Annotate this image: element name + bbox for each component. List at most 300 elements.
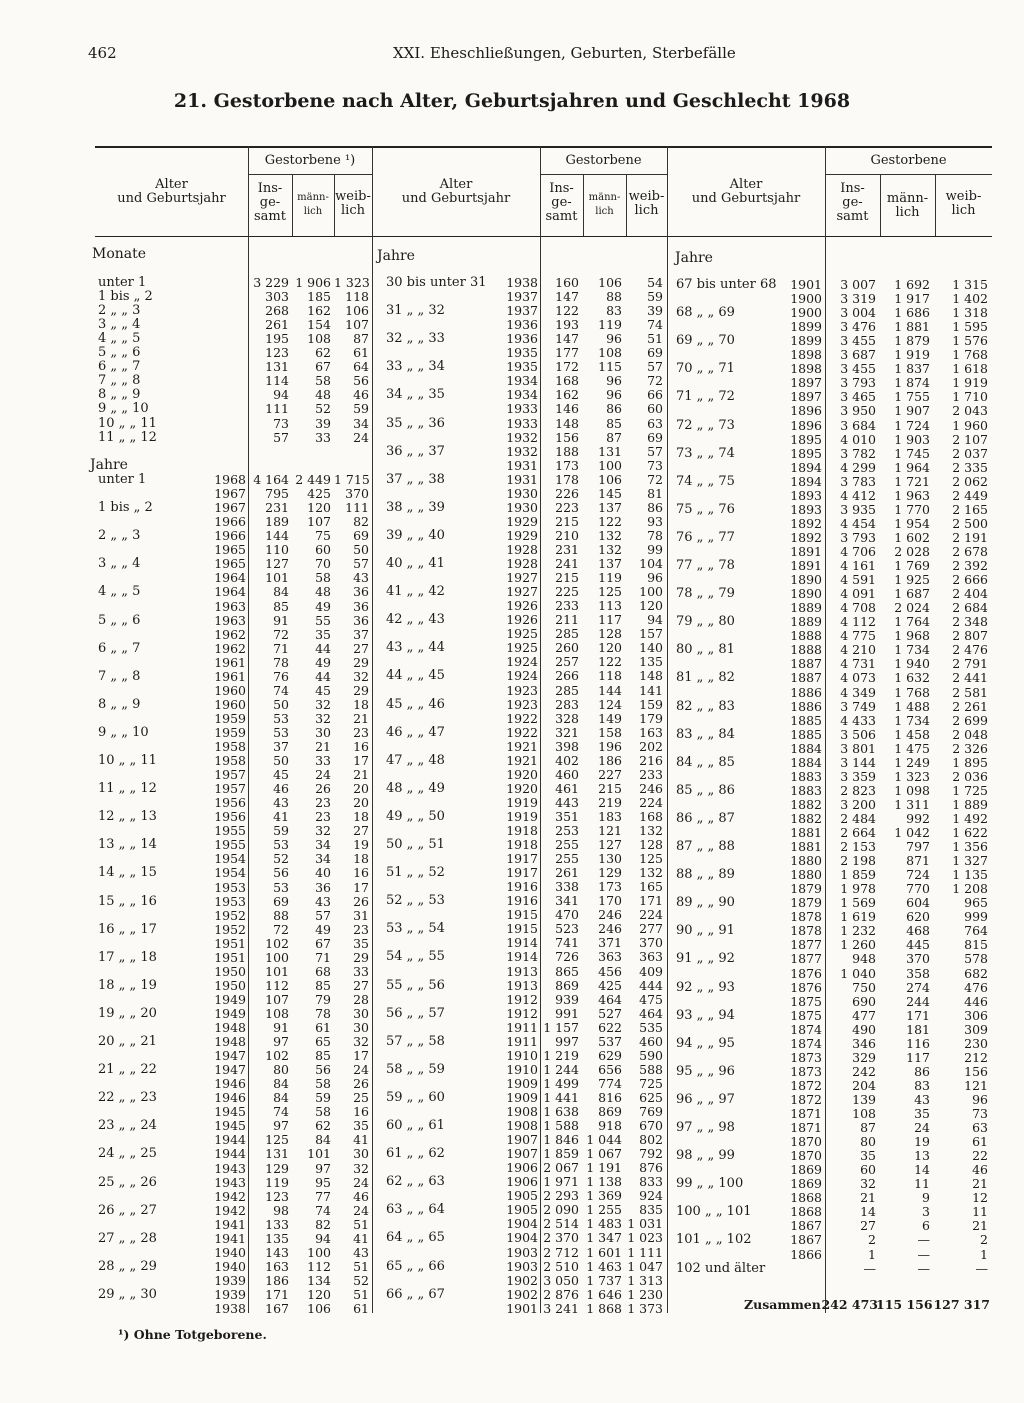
value-maennlich: 6 — [922, 1218, 930, 1234]
value-weiblich: 25 — [353, 1090, 369, 1106]
value-weiblich: 61 — [353, 1301, 369, 1316]
value-maennlich: 119 — [598, 570, 622, 585]
value-maennlich: 1 734 — [894, 642, 930, 658]
birth-year: 1891 — [790, 544, 822, 559]
value-insgesamt: 253 — [555, 823, 579, 838]
value-insgesamt: 4 706 — [840, 544, 876, 559]
value-maennlich: 122 — [598, 513, 622, 529]
value-weiblich: 171 — [639, 893, 663, 909]
value-insgesamt: 3 506 — [840, 726, 876, 742]
value-insgesamt: 1 — [868, 1246, 876, 1262]
value-weiblich: 27 — [353, 823, 369, 839]
birth-year: 1956 — [214, 809, 246, 825]
value-weiblich: 1 208 — [952, 881, 988, 897]
birth-year: 1872 — [790, 1077, 822, 1093]
value-insgesamt: 101 — [265, 570, 289, 586]
header-insgesamt: Ins- — [257, 181, 283, 196]
value-insgesamt: 1 157 — [543, 1019, 579, 1035]
value-insgesamt: 283 — [555, 696, 579, 712]
value-weiblich: 73 — [647, 457, 663, 473]
value-weiblich: 35 — [353, 1118, 369, 1134]
row-label: 50 „ „ 51 — [386, 837, 445, 852]
birth-year: 1921 — [506, 752, 538, 768]
value-insgesamt: 45 — [273, 767, 289, 782]
birth-year: 1915 — [506, 921, 538, 937]
value-weiblich: 2 807 — [952, 628, 988, 644]
value-weiblich: 37 — [353, 626, 369, 642]
birth-year: 1907 — [506, 1146, 538, 1162]
value-weiblich: 54 — [647, 275, 663, 290]
birth-year: 1901 — [506, 1300, 538, 1316]
value-maennlich: 44 — [315, 668, 331, 684]
value-maennlich: 724 — [906, 867, 930, 883]
birth-year: 1883 — [790, 768, 822, 784]
value-maennlich: 1 837 — [894, 361, 930, 377]
birth-year: 1914 — [506, 935, 538, 951]
value-maennlich: 116 — [906, 1035, 930, 1051]
birth-year: 1900 — [790, 305, 822, 321]
row-label: 98 „ „ 99 — [676, 1148, 735, 1164]
value-weiblich: 2 500 — [952, 515, 988, 531]
value-insgesamt: 32 — [860, 1176, 876, 1192]
value-insgesamt: 69 — [273, 893, 289, 909]
row-label: 53 „ „ 54 — [386, 921, 445, 937]
row-label: 42 „ „ 43 — [386, 612, 445, 628]
value-weiblich: 125 — [639, 851, 663, 867]
header-subrule — [540, 174, 667, 175]
value-weiblich: 21 — [972, 1176, 988, 1192]
birth-year: 1923 — [506, 696, 538, 712]
value-weiblich: 764 — [964, 923, 988, 939]
birth-year: 1930 — [506, 499, 538, 515]
value-maennlich: 119 — [598, 317, 622, 333]
header-divider — [334, 174, 335, 236]
birth-year: 1887 — [790, 656, 822, 672]
value-maennlich: 74 — [315, 1202, 331, 1218]
birth-year: 1947 — [214, 1048, 246, 1064]
value-maennlich: 58 — [315, 1076, 331, 1092]
value-weiblich: 51 — [647, 331, 663, 347]
value-insgesamt: 3 319 — [840, 291, 876, 307]
value-maennlich: 162 — [307, 303, 331, 319]
birth-year: 1910 — [506, 1061, 538, 1077]
value-weiblich: 444 — [639, 977, 663, 993]
birth-year: 1924 — [506, 668, 538, 684]
value-insgesamt: 188 — [555, 443, 579, 459]
row-label: 18 „ „ 19 — [98, 977, 157, 993]
birth-year: 1900 — [790, 291, 822, 307]
value-maennlich: 1 255 — [586, 1202, 622, 1218]
value-insgesamt: 53 — [273, 837, 289, 853]
row-label: 71 „ „ 72 — [676, 389, 735, 405]
value-maennlich: 36 — [315, 879, 331, 895]
value-weiblich: 1 595 — [952, 319, 988, 335]
row-label: 58 „ „ 59 — [386, 1061, 445, 1077]
row-label: 80 „ „ 81 — [676, 642, 735, 658]
row-label: 30 bis unter 31 — [386, 275, 487, 290]
value-weiblich: 43 — [353, 1244, 369, 1260]
value-insgesamt: 226 — [555, 485, 579, 501]
value-insgesamt: 1 846 — [543, 1132, 579, 1148]
birth-year: 1917 — [506, 865, 538, 881]
birth-year: 1920 — [506, 780, 538, 796]
birth-year: 1951 — [214, 949, 246, 965]
row-label: 14 „ „ 15 — [98, 865, 157, 881]
value-insgesamt: 266 — [555, 668, 579, 684]
value-maennlich: 43 — [315, 893, 331, 909]
total-label: Zusammen — [744, 1297, 821, 1312]
value-weiblich: 202 — [639, 738, 663, 754]
birth-year: 1897 — [790, 375, 822, 391]
birth-year: 1958 — [214, 753, 246, 768]
value-insgesamt: 3 801 — [840, 740, 876, 756]
value-weiblich: — — [975, 1260, 988, 1276]
value-maennlich: 1 724 — [894, 417, 930, 433]
value-maennlich: 1 734 — [894, 712, 930, 728]
birth-year: 1884 — [790, 754, 822, 770]
value-maennlich: 1 755 — [894, 389, 930, 405]
value-insgesamt: 4 091 — [840, 586, 876, 602]
value-maennlich: 24 — [315, 767, 331, 782]
value-maennlich: 816 — [598, 1089, 622, 1105]
value-insgesamt: 107 — [265, 991, 289, 1007]
row-label: 49 „ „ 50 — [386, 808, 445, 824]
value-insgesamt: 46 — [273, 781, 289, 797]
birth-year: 1896 — [790, 403, 822, 419]
value-insgesamt: 131 — [265, 1146, 289, 1162]
value-insgesamt: 3 241 — [543, 1300, 579, 1316]
value-weiblich: 33 — [353, 963, 369, 979]
value-insgesamt: 948 — [852, 951, 876, 967]
value-weiblich: 163 — [639, 724, 663, 740]
value-weiblich: 1 715 — [334, 472, 370, 487]
value-maennlich: 1 737 — [586, 1272, 622, 1288]
value-insgesamt: 74 — [273, 1104, 289, 1120]
value-maennlich: 39 — [315, 415, 331, 431]
birth-year: 1886 — [790, 698, 822, 714]
value-weiblich: 460 — [639, 1033, 663, 1049]
value-weiblich: 140 — [639, 640, 663, 656]
section-label-jahre: Jahre — [90, 457, 128, 473]
value-weiblich: 111 — [345, 500, 369, 516]
value-maennlich: 96 — [606, 387, 622, 403]
birth-year: 1930 — [506, 485, 538, 501]
value-weiblich: 107 — [345, 317, 369, 333]
row-label: 3 „ „ 4 — [98, 317, 141, 333]
value-insgesamt: 125 — [265, 1132, 289, 1148]
row-label: 60 „ „ 61 — [386, 1118, 445, 1133]
row-label: 51 „ „ 52 — [386, 865, 445, 881]
value-weiblich: 51 — [353, 1216, 369, 1232]
birth-year: 1874 — [790, 1021, 822, 1037]
birth-year: 1874 — [790, 1035, 822, 1051]
value-insgesamt: 341 — [555, 893, 579, 909]
birth-year: 1896 — [790, 417, 822, 433]
row-label: 46 „ „ 47 — [386, 724, 445, 740]
birth-year: 1885 — [790, 726, 822, 742]
value-maennlich: 1 369 — [586, 1188, 622, 1204]
value-weiblich: 1 618 — [952, 361, 988, 377]
birth-year: 1906 — [506, 1174, 538, 1190]
birth-year: 1894 — [790, 473, 822, 489]
row-label: 16 „ „ 17 — [98, 921, 157, 937]
value-weiblich: 60 — [647, 401, 663, 417]
value-maennlich: 656 — [598, 1061, 622, 1077]
row-label: 10 „ „ 11 — [98, 415, 157, 431]
value-weiblich: 2 581 — [952, 684, 988, 700]
value-weiblich: 999 — [964, 909, 988, 925]
value-insgesamt: 1 040 — [840, 965, 876, 981]
value-maennlich: 1 249 — [894, 754, 930, 770]
value-weiblich: 69 — [647, 345, 663, 361]
value-insgesamt: 193 — [555, 317, 579, 333]
row-label: 12 „ „ 13 — [98, 809, 157, 825]
value-weiblich: 725 — [639, 1075, 663, 1091]
birth-year: 1888 — [790, 628, 822, 644]
row-label: 11 „ „ 12 — [98, 781, 157, 797]
value-insgesamt: 2 370 — [543, 1230, 579, 1246]
value-insgesamt: 186 — [265, 1272, 289, 1288]
value-maennlich: 52 — [315, 401, 331, 417]
value-maennlich: 85 — [315, 977, 331, 993]
value-weiblich: 24 — [353, 1202, 369, 1218]
value-maennlich: 101 — [307, 1146, 331, 1162]
value-maennlich: 112 — [307, 1258, 331, 1274]
value-maennlich: 48 — [315, 387, 331, 403]
birth-year: 1937 — [506, 289, 538, 305]
value-insgesamt: 1 219 — [543, 1047, 579, 1063]
value-weiblich: 476 — [964, 979, 988, 995]
value-weiblich: 61 — [972, 1134, 988, 1150]
value-weiblich: 1 710 — [952, 389, 988, 405]
header-insgesamt: samt — [836, 209, 869, 224]
value-insgesamt: 3 684 — [840, 417, 876, 433]
value-maennlich: 1 632 — [894, 670, 930, 686]
value-insgesamt: 177 — [555, 345, 579, 361]
header-insgesamt: ge- — [259, 195, 281, 210]
birth-year: 1877 — [790, 951, 822, 967]
birth-year: 1875 — [790, 993, 822, 1009]
value-weiblich: 21 — [353, 710, 369, 726]
value-insgesamt: 4 299 — [840, 459, 876, 475]
value-maennlich: 115 — [598, 359, 622, 375]
value-insgesamt: 108 — [265, 1005, 289, 1021]
row-label: 7 „ „ 8 — [98, 373, 141, 389]
value-insgesamt: 3 455 — [840, 361, 876, 377]
value-weiblich: 23 — [353, 724, 369, 740]
value-insgesamt: 56 — [273, 865, 289, 881]
value-insgesamt: 171 — [265, 1286, 289, 1302]
header-maennlich: lich — [303, 206, 323, 217]
header-weiblich: lich — [634, 203, 659, 218]
value-maennlich: — — [917, 1246, 930, 1262]
value-weiblich: 965 — [964, 895, 988, 911]
value-maennlich: 35 — [315, 626, 331, 642]
value-insgesamt: 690 — [852, 993, 876, 1009]
value-weiblich: 1 323 — [334, 275, 370, 290]
value-weiblich: 27 — [353, 640, 369, 656]
value-maennlich: 1 769 — [894, 558, 930, 573]
birth-year: 1870 — [790, 1134, 822, 1150]
value-maennlich: 32 — [315, 710, 331, 726]
value-insgesamt: 162 — [555, 387, 579, 403]
header-insgesamt: ge- — [551, 195, 572, 210]
row-label: 75 „ „ 76 — [676, 501, 735, 517]
value-maennlich: 219 — [598, 794, 622, 810]
value-weiblich: 51 — [353, 1258, 369, 1274]
birth-year: 1950 — [214, 963, 246, 979]
value-insgesamt: 71 — [273, 640, 289, 656]
value-insgesamt: 50 — [273, 753, 289, 768]
value-weiblich: 2 165 — [952, 501, 988, 517]
value-maennlich: 1 458 — [894, 726, 930, 742]
value-insgesamt: 303 — [265, 289, 289, 305]
value-weiblich: 2 043 — [952, 403, 988, 419]
row-label: 73 „ „ 74 — [676, 445, 735, 461]
value-maennlich: 1 483 — [586, 1216, 622, 1232]
value-insgesamt: 147 — [555, 331, 579, 347]
value-maennlich: 274 — [906, 979, 930, 995]
value-weiblich: 1 111 — [627, 1244, 663, 1260]
birth-year: 1927 — [506, 570, 538, 585]
birth-year: 1926 — [506, 612, 538, 628]
value-insgesamt: 53 — [273, 710, 289, 726]
value-insgesamt: 119 — [265, 1174, 289, 1190]
value-maennlich: 1 903 — [894, 431, 930, 447]
value-weiblich: 73 — [972, 1106, 988, 1121]
value-weiblich: 132 — [639, 823, 663, 838]
value-maennlich: 94 — [315, 1230, 331, 1246]
value-maennlich: 1 881 — [894, 319, 930, 335]
value-insgesamt: 1 859 — [840, 867, 876, 883]
birth-year: 1877 — [790, 937, 822, 953]
value-weiblich: 16 — [353, 1104, 369, 1120]
value-maennlich: 2 449 — [295, 472, 331, 487]
value-weiblich: 132 — [639, 865, 663, 881]
value-weiblich: 26 — [353, 893, 369, 909]
value-weiblich: 212 — [964, 1049, 988, 1065]
value-weiblich: 1 576 — [952, 333, 988, 349]
birth-year: 1957 — [214, 781, 246, 797]
birth-year: 1959 — [214, 710, 246, 726]
value-maennlich: 1 907 — [894, 403, 930, 419]
value-insgesamt: 3 465 — [840, 389, 876, 405]
row-label: 19 „ „ 20 — [98, 1005, 157, 1021]
birth-year: 1878 — [790, 909, 822, 925]
birth-year: 1921 — [506, 738, 538, 754]
value-maennlich: 1 042 — [894, 825, 930, 840]
divider — [667, 146, 668, 1313]
value-weiblich: 464 — [639, 1005, 663, 1021]
value-maennlich: 363 — [598, 949, 622, 965]
birth-year: 1956 — [214, 795, 246, 811]
value-weiblich: 769 — [639, 1104, 663, 1119]
value-maennlich: 35 — [914, 1106, 930, 1121]
value-insgesamt: 102 — [265, 1048, 289, 1064]
value-insgesamt: 110 — [265, 542, 289, 558]
value-insgesamt: 402 — [555, 752, 579, 768]
row-label: 64 „ „ 65 — [386, 1230, 445, 1246]
row-label: 33 „ „ 34 — [386, 359, 445, 375]
birth-year: 1960 — [214, 682, 246, 698]
birth-year: 1878 — [790, 923, 822, 939]
value-weiblich: 2 666 — [952, 572, 988, 587]
birth-year: 1918 — [506, 837, 538, 852]
birth-year: 1953 — [214, 879, 246, 895]
value-weiblich: 64 — [353, 359, 369, 375]
value-weiblich: 1 373 — [627, 1300, 663, 1316]
value-insgesamt: 3 793 — [840, 375, 876, 391]
value-maennlich: 49 — [315, 921, 331, 937]
row-label: 21 „ „ 22 — [98, 1062, 157, 1078]
value-maennlich: 106 — [307, 1301, 331, 1316]
value-insgesamt: 189 — [265, 514, 289, 530]
birth-year: 1959 — [214, 724, 246, 740]
value-insgesamt: 37 — [273, 739, 289, 754]
birth-year: 1867 — [790, 1232, 822, 1248]
row-label: 93 „ „ 94 — [676, 1007, 735, 1023]
value-insgesamt: 338 — [555, 879, 579, 895]
header-gestorbene: Gestorbene ¹) — [264, 153, 356, 168]
value-insgesamt: 102 — [265, 935, 289, 951]
header-weiblich: weib- — [945, 189, 982, 204]
value-weiblich: 157 — [639, 626, 663, 642]
value-insgesamt: 74 — [273, 682, 289, 698]
value-maennlich: 132 — [598, 527, 622, 543]
value-insgesamt: 991 — [555, 1005, 579, 1021]
value-maennlich: 158 — [598, 724, 622, 740]
row-label: unter 1 — [98, 472, 147, 487]
birth-year: 1916 — [506, 879, 538, 895]
value-insgesamt: 72 — [273, 626, 289, 642]
birth-year: 1961 — [214, 654, 246, 670]
value-weiblich: 2 392 — [952, 558, 988, 573]
value-weiblich: 66 — [647, 387, 663, 403]
birth-year: 1944 — [214, 1132, 246, 1148]
value-maennlich: 358 — [906, 965, 930, 981]
birth-year: 1948 — [214, 1020, 246, 1035]
value-insgesamt: 3 935 — [840, 501, 876, 517]
row-label: 23 „ „ 24 — [98, 1118, 157, 1134]
value-insgesamt: 1 499 — [543, 1075, 579, 1091]
value-maennlich: 770 — [906, 881, 930, 897]
value-insgesamt: 211 — [555, 612, 579, 628]
row-label: 41 „ „ 42 — [386, 584, 445, 600]
value-maennlich: 1 488 — [894, 698, 930, 714]
value-maennlich: 75 — [315, 528, 331, 544]
value-insgesamt: 97 — [273, 1034, 289, 1049]
header-maennlich: lich — [595, 206, 614, 217]
row-label: 2 „ „ 3 — [98, 528, 141, 544]
value-weiblich: 11 — [972, 1204, 988, 1220]
value-weiblich: 120 — [639, 598, 663, 614]
value-maennlich: 1 764 — [894, 614, 930, 630]
row-label: 59 „ „ 60 — [386, 1089, 445, 1105]
value-maennlich: 24 — [914, 1120, 930, 1135]
value-maennlich: 131 — [598, 443, 622, 459]
birth-year: 1934 — [506, 373, 538, 389]
value-maennlich: 130 — [598, 851, 622, 867]
value-insgesamt: 3 950 — [840, 403, 876, 419]
value-weiblich: 24 — [353, 1174, 369, 1190]
value-weiblich: 72 — [647, 471, 663, 487]
value-weiblich: 2 404 — [952, 586, 988, 602]
value-weiblich: 2 449 — [952, 487, 988, 503]
birth-year: 1919 — [506, 794, 538, 810]
value-insgesamt: 127 — [265, 556, 289, 572]
value-maennlich: 19 — [914, 1134, 930, 1150]
divider — [372, 146, 373, 1313]
